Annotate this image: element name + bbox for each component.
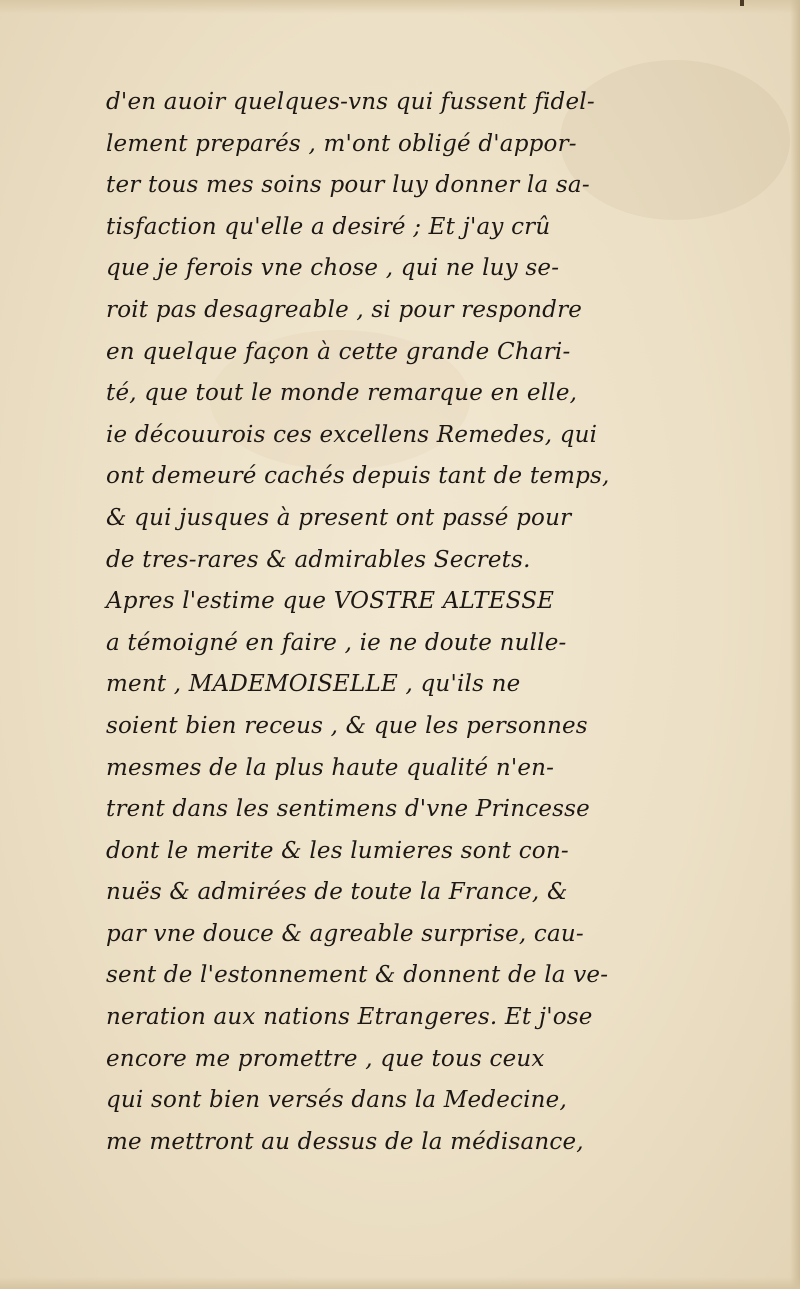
page-text (106, 82, 686, 1163)
ink-mark (740, 0, 744, 6)
text-line: que je ferois vne chose , qui ne luy se- (106, 255, 560, 282)
text-line: mesmes de la plus haute qualité n'en- (106, 754, 555, 781)
text-line: ter tous mes soins pour luy donner la sa- (106, 172, 590, 199)
text-line: lement preparés , m'ont obligé d'appor- (106, 130, 577, 157)
text-line: de tres-rares & admirables Secrets. (106, 546, 531, 573)
page-edge-bottom (0, 1277, 800, 1289)
text-line: té, que tout le monde remarque en elle, (106, 380, 578, 407)
text-line: neration aux nations Etrangeres. Et j'ose (106, 1004, 593, 1031)
text-line: ont demeuré cachés depuis tant de temps, (106, 463, 610, 490)
text-line: encore me promettre , que tous ceux (106, 1045, 545, 1072)
text-line: & qui jusques à present ont passé pour (106, 504, 572, 531)
text-line: nuës & admirées de toute la France, & (106, 879, 568, 906)
text-line: sent de l'estonnement & donnent de la ve- (106, 962, 609, 989)
text-line: ment , MADEMOISELLE , qu'ils ne (106, 671, 521, 698)
page-edge-right (790, 0, 800, 1289)
text-line: trent dans les sentimens d'vne Princesse (106, 796, 590, 823)
text-line: roit pas desagreable , si pour respondre (106, 296, 583, 323)
text-line: a témoigné en faire , ie ne doute nulle- (106, 629, 567, 656)
text-line: par vne douce & agreable surprise, cau- (106, 920, 584, 947)
text-line: Apres l'estime que VOSTRE ALTESSE (106, 588, 555, 615)
page-edge-top (0, 0, 800, 14)
text-line: ie découurois ces excellens Remedes, qui (106, 421, 598, 448)
text-line: qui sont bien versés dans la Medecine, (106, 1087, 567, 1114)
text-line: tisfaction qu'elle a desiré ; Et j'ay crû (106, 213, 551, 240)
text-line: soient bien receus , & que les personnes (106, 712, 588, 739)
text-line: dont le merite & les lumieres sont con- (106, 837, 569, 864)
text-line: en quelque façon à cette grande Chari- (106, 338, 571, 365)
text-line: d'en auoir quelques-vns qui fussent fidel- (106, 89, 595, 115)
text-line: me mettront au dessus de la médisance, (106, 1128, 584, 1155)
